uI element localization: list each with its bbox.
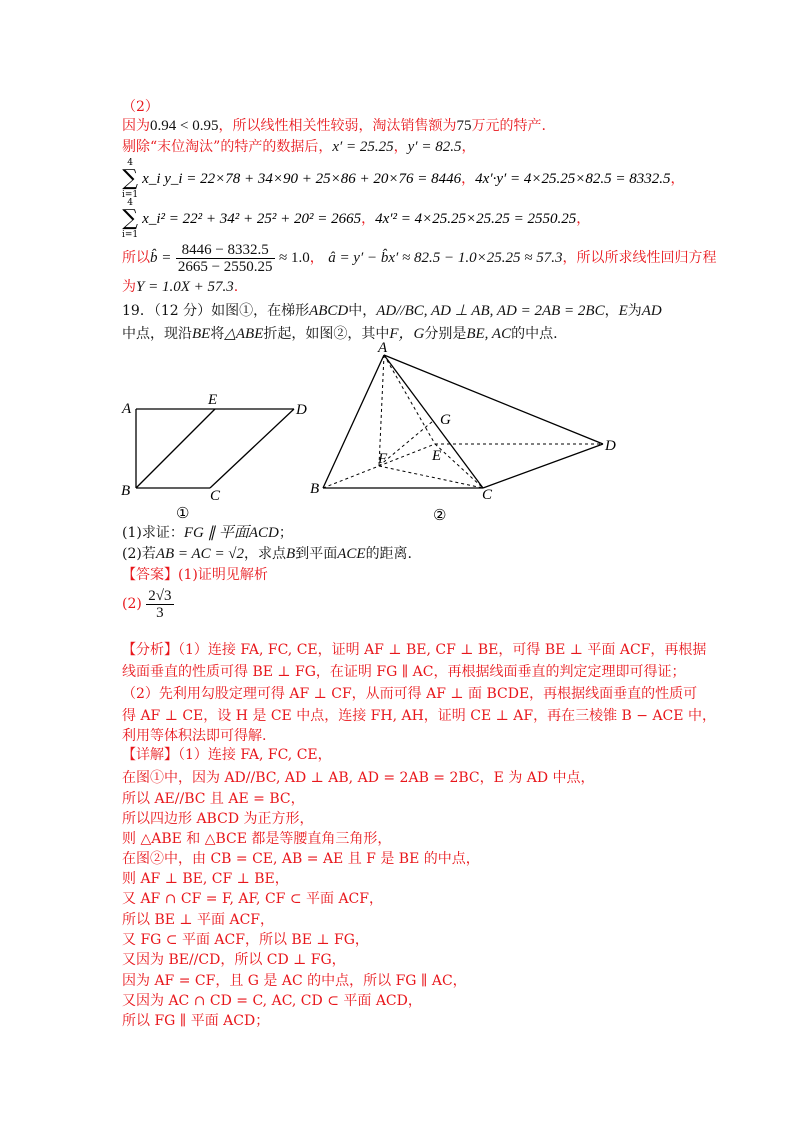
text: 因为 [122,118,150,134]
math: FG ∥ 平面 [183,525,249,541]
detail-line-10: 又 FG ⊂ 平面 ACF，所以 BE ⊥ FG， [122,932,369,948]
separator: ， [576,211,591,227]
sum-upper: 4 [127,158,133,168]
analysis-line-1: 【分析】（1）连接 FA, FC, CE，证明 AF ⊥ BE, CF ⊥ BE，可得 BE ⊥ 平面 ACF，再根据 [122,642,707,658]
math-compare: 0.94 < 0.95 [150,118,219,134]
math: AD//BC, AD ⊥ AB, AD = 2AB = 2BC [376,303,605,319]
text: (1)求证： [122,525,184,541]
sigma-glyph: ∑ [122,166,138,191]
detail-line-12: 因为 AF = CF，且 G 是 AC 的中点，所以 FG ∥ AC， [122,973,467,989]
fraction-denominator: 3 [156,604,164,621]
sum-lower: i=1 [122,190,139,200]
figure-2-labels [310,340,616,503]
label-E: E [208,392,218,408]
math-4x2: 4x′² = 4×25.25×25.25 = 2550.25 [375,211,577,227]
math-sum-xy: x_i y_i = 22×78 + 34×90 + 25×86 + 20×76 = 8446 [142,171,462,187]
analysis-line-2: 线面垂直的性质可得 BE ⊥ FG，在证明 FG ∥ AC，再根据线面垂直的判定定理即可得证； [122,664,686,680]
math-xmean: x′ = 25.25 [332,139,394,155]
segment-AF-hidden [379,355,384,466]
math: AB = AC = √2 [155,546,245,562]
label-C: C [210,488,221,504]
separator: ， [461,171,476,187]
separator: ， [361,211,376,227]
text: 19．（12 分）如图①，在梯形 [122,303,310,319]
text: 分别是 [424,326,467,342]
text: ， [461,139,476,155]
label-C: C [482,487,493,503]
detail-line-11: 又因为 BE//CD，所以 CD ⊥ FG， [122,952,346,968]
math-sum-x2: x_i² = 22² + 34² + 25² + 20² = 2665 [142,211,362,227]
math: △ABE [224,326,264,342]
segment-FC-hidden [379,466,483,488]
label-E: E [432,448,442,464]
text: (2)若 [122,546,156,562]
label-B: B [310,481,320,497]
text: . [233,279,239,295]
detail-line-13: 又因为 AC ∩ CD = C, AC, CD ⊂ 平面 ACD， [122,993,422,1009]
label-B: B [121,483,131,499]
sum-lower: i=1 [122,230,139,240]
segment-BE [136,409,215,488]
text: ； [278,525,293,541]
segment-CD [483,444,603,488]
text: 折起，如图②，其中 [263,326,390,342]
analysis-line-5: 利用等体积法即可得解. [122,728,267,744]
math-value: 75 [456,118,472,134]
math-4xy: 4x′·y′ = 4×25.25×82.5 = 8332.5 [475,171,671,187]
segment-AE-hidden [384,355,435,444]
detail-line-9: 所以 BE ⊥ 平面 ACF， [122,912,275,928]
math-ahat: â = y′ − b̂x′ ≈ 82.5 − 1.0×25.25 ≈ 57.3 [328,250,563,266]
math: ACD [248,525,279,541]
figure-1-caption: ① [176,506,190,522]
separator: ， [309,250,324,266]
text: 到平面 [295,546,338,562]
answer-line [122,566,268,584]
part2-header: （2） [122,99,159,115]
separator: ， [670,171,685,187]
fraction-numerator: 8446 − 8332.5 [176,242,275,259]
math: E [618,303,628,319]
text: 为 [122,279,136,295]
text: 万元的特产. [471,118,546,134]
analysis-line-3: （2）先利用勾股定理可得 AF ⊥ CF，从而可得 AF ⊥ 面 BCDE，再根据线面垂直的性质可 [122,686,698,702]
sigma-glyph: ∑ [122,206,138,231]
label-F: F [378,451,388,467]
answer-fraction [146,588,173,621]
label-A: A [122,401,132,417]
text: 中点，现沿 [122,326,192,342]
answer-part2 [122,586,174,622]
text: 中， [348,303,377,319]
text: 的距离. [365,546,413,562]
segment-CD [210,409,294,488]
math: BE, AC [466,326,512,342]
math: F，G [389,326,425,342]
math: B [286,546,296,562]
text: ，所以所求线性回归方程 [562,250,717,266]
sum-upper: 4 [127,198,133,208]
math-ymean: y′ = 82.5 [407,139,462,155]
text: ，所以线性相关性较弱，淘汰销售额为 [218,118,457,134]
label-D: D [296,402,307,418]
fraction-numerator: 2√3 [148,587,172,604]
text: ， [604,303,619,319]
figures [0,0,800,530]
detail-line-4: 所以四边形 ABCD 为正方形， [122,811,314,827]
question-part1 [122,524,293,542]
detail-line-2: 在图①中，因为 AD//BC, AD ⊥ AB, AD = 2AB = 2BC，E 为 AD 中点， [122,770,595,786]
math-bhat-rhs: ≈ 1.0 [279,250,310,266]
label-A: A [378,340,388,356]
figure-1 [136,409,294,488]
detail-line-7: 则 AF ⊥ BE, CF ⊥ BE， [122,871,289,887]
detail-line-5: 则 △ABE 和 △BCE 都是等腰直角三角形， [122,831,392,847]
math: AD [641,303,662,319]
detail-line-3: 所以 AE//BC 且 AE = BC， [122,791,305,807]
fraction-denominator: 2665 − 2550.25 [177,258,273,275]
label-G: G [440,412,451,428]
figure-2-caption: ② [433,508,447,524]
math-regression: Y = 1.0X + 57.3 [136,279,234,295]
detail-line-6: 在图②中，由 CB = CE, AB = AE 且 F 是 BE 的中点， [122,851,480,867]
math: BE [192,326,211,342]
text: 将 [210,326,225,342]
detail-line-14: 所以 FG ∥ 平面 ACD； [122,1013,270,1029]
question-part2 [122,545,412,563]
text: 剔除“末位淘汰”的特产的数据后， [122,139,333,155]
label-D: D [605,438,616,454]
detail-line-8: 又 AF ∩ CF = F, AF, CF ⊂ 平面 ACF， [122,891,383,907]
figure-2 [323,355,603,488]
text: 的中点. [511,326,558,342]
math: ACE [337,546,366,562]
answer-part1: (1)证明见解析 [178,567,268,583]
text: ， [393,139,408,155]
segment-EC-hidden [435,444,483,488]
text: ，求点 [244,546,287,562]
detail-line-1: 【详解】（1）连接 FA, FC, CE， [122,747,332,763]
analysis-line-4: 得 AF ⊥ CE，设 H 是 CE 中点，连接 FH, AH，证明 CE ⊥ AF，再在三棱锥 B − ACE 中， [122,708,716,724]
text: 所以 [122,250,150,266]
text: (2) [122,596,142,612]
math-bhat-lhs: b̂ = [150,250,172,266]
answer-label: 【答案】 [122,567,178,583]
math: ABCD [309,303,349,319]
figure-2-hidden [323,355,603,488]
text: 为 [627,303,642,319]
